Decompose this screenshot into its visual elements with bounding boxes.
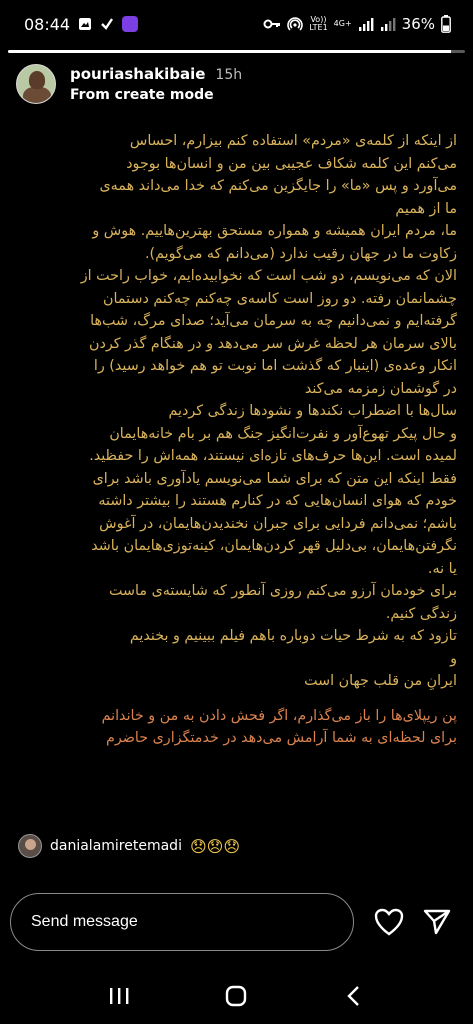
story-line: گرفته‌ایم و نمی‌دانیم چه به سرمان می‌آید؛ صدای مرگ، شب‌ها (90, 313, 457, 329)
story-line: می‌آورد و پس «ما» را جایگزین می‌کنم که خدا می‌داند همه‌ی (99, 178, 457, 194)
story-line: در گوشمان زمزمه می‌کند (304, 380, 457, 397)
story-line: ما از همیم (395, 200, 457, 217)
send-message-input[interactable] (31, 913, 353, 931)
back-icon (342, 984, 366, 1008)
battery-percent: 36% (401, 15, 435, 33)
story-line: خودم که هوای انسان‌هایی که در کنارم هستند را بیشتر داشته (98, 493, 457, 509)
story-line: یا نه. (427, 560, 457, 577)
story-line: زکاوت ما در جهان رقیب ندارد (می‌دانم که می‌گویم). (144, 245, 457, 262)
story-line: باشم؛ نمی‌دانم فردایی برای جبران نخندیدن‌هایمان، در آغوش (99, 515, 457, 532)
signal-icon (358, 17, 374, 31)
story-line: از اینکه از کلمه‌ی «مردم» استفاده کنم بیزارم، احساس (129, 133, 457, 149)
signal-icon-2 (380, 17, 396, 31)
status-bar (0, 0, 473, 48)
mention-username[interactable]: danialamiretemadi (50, 838, 182, 854)
system-nav-bar (0, 968, 473, 1024)
recents-icon (107, 986, 131, 1006)
network-lte-label: LTE1 (309, 23, 328, 32)
story-main-text (16, 130, 457, 693)
story-line: چشمانمان رفته. دو روز است کاسه‌ی چه‌کنم چه‌کنم دستمان (103, 290, 457, 307)
network-vo-label: Vo)) (310, 15, 327, 24)
reply-bar[interactable] (10, 893, 354, 951)
send-icon (422, 908, 452, 936)
mention-emojis: 😞😞😞 (189, 836, 241, 856)
story-line: سال‌ها با اضطراب نکندها و نشودها زندگی کردیم (168, 403, 457, 419)
key-icon (263, 18, 281, 30)
story-line: الان که می‌نویسم، دو شب است که نخوابیده‌ایم، خواب راحت از (80, 268, 457, 284)
mention-sticker[interactable] (18, 834, 240, 858)
story-line: زندگی کنیم. (385, 605, 457, 622)
footnote-line: پن ریپلای‌ها را باز می‌گذارم، اگر فحش دادن به من و خاندانم (101, 707, 457, 724)
like-button[interactable] (371, 904, 407, 940)
network-type-label: 4G+ (333, 19, 352, 28)
story-progress-fill (8, 50, 451, 53)
mention-avatar (18, 834, 42, 858)
home-icon (224, 984, 248, 1008)
story-line: نگرفتن‌هایمان، بی‌دلیل قهر کردن‌هایمان، کینه‌توزی‌هایمان باشد (91, 538, 457, 554)
story-line: تازود که به شرط حیات دوباره باهم فیلم ببینیم و بخندیم (129, 628, 457, 644)
story-line: و حال پیکر تهوع‌آور و نفرت‌انگیز جنگ هم بر بام خانه‌هایمان (109, 425, 457, 442)
story-line: فقط اینکه این متن که برای شما می‌نویسم یادآوری باشد برای (92, 470, 457, 487)
story-mode-label[interactable]: From create mode (70, 87, 214, 103)
story-line: انکار وعده‌ی (اینبار که گذشت اما نوبت تو هم خواهد رسید) را (93, 358, 457, 374)
home-button[interactable] (216, 976, 256, 1016)
story-line: می‌کنم این کلمه شکاف عجیبی بین من و انسان‌ها بوجود (126, 155, 457, 172)
recents-button[interactable] (99, 976, 139, 1016)
story-footnote (16, 705, 457, 750)
story-line: لمیده است. این‌ها حرف‌های تازه‌ای نیستند، همه‌اش را حفظید. (89, 448, 457, 464)
story-progress-bar (8, 50, 465, 53)
app-badge-icon (122, 16, 138, 32)
footnote-line: برای لحظه‌ای به شما آرامش می‌دهد در خدمتگزاری حاضرم (106, 730, 457, 746)
story-line: ایرانِ من قلب جهان است (304, 673, 457, 689)
photo-icon (78, 17, 92, 31)
share-button[interactable] (419, 904, 455, 940)
story-line: ما، مردم ایران همیشه و همواره مستحق بهترین‌هاییم. هوش و (92, 223, 457, 239)
story-line: و (450, 650, 457, 667)
avatar[interactable] (16, 64, 56, 104)
story-line: بالای سرمان هر لحظه غرش سر می‌دهد و در هنگام گذر کردن (88, 335, 457, 352)
check-icon (100, 17, 114, 31)
heart-icon (374, 908, 404, 936)
story-username[interactable]: pouriashakibaie (70, 65, 206, 83)
story-line: برای خودمان آرزو می‌کنم روزی آنطور که شایسته‌ی ماست (109, 583, 457, 599)
back-button[interactable] (334, 976, 374, 1016)
hotspot-icon (287, 16, 303, 32)
story-header (16, 64, 242, 104)
battery-icon (441, 15, 451, 33)
status-time: 08:44 (24, 14, 71, 34)
story-text (16, 130, 457, 750)
story-time-ago: 15h (215, 67, 243, 83)
